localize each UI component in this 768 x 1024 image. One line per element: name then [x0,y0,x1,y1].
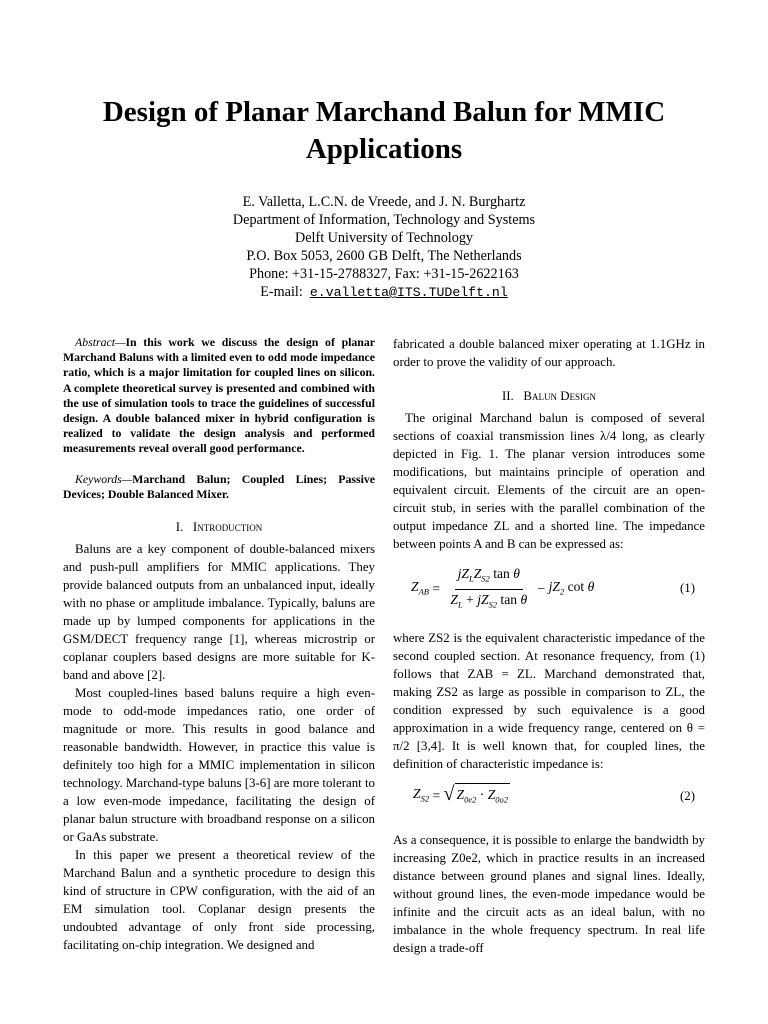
equation-1-number: (1) [679,581,695,595]
section-heading-balun-design: II. Balun Design [501,389,597,403]
authors: E. Valletta, L.C.N. de Vreede, and J. N. Burghartz [242,194,526,210]
email-link[interactable]: e.valletta@ITS.TUDelft.nl [309,285,508,300]
author-block [84,193,684,302]
intro-paragraph-2: Most coupled-lines based baluns require a high even-mode to odd-mode impedances ratio, one order of magnitude or more. This results in good balance and reasonable bandwidth. However, in practice this value is definitely too high for a MMIC implementation in silicon technology. Marchand-type baluns [3-6] are more tolerant to a low even-mode impedance, facilitating the design of planar balun structure with broadband response on a silicon or GaAs substrate. [63,686,376,845]
email-label: E-mail: [260,284,303,300]
keywords [63,472,375,502]
title-line-2: Applications [305,133,463,165]
department: Department of Information, Technology and Systems [232,212,536,228]
abstract-lead: Abstract— [75,335,126,349]
email-row [84,283,684,302]
title-line-1: Design of Planar Marchand Balun for MMIC [102,96,666,128]
phone-fax: Phone: +31-15-2788327, Fax: +31-15-2622163 [249,266,519,282]
equation-2 [393,779,705,815]
university: Delft University of Technology [294,230,474,246]
left-column [63,335,375,954]
equation-1 [393,565,705,613]
intro-paragraph-3: In this paper we present a theoretical review of the Marchand Balun and a synthetic procedure to design this kind of structure in CPW configuration, with the aid of an EM simulation tool. Coplanar design presents the undoubted advantage of only front side processing, facilitating on-chip integration. We designed and [63,848,375,953]
balun-paragraph-1: The original Marchand balun is composed of several sections of coaxial transmission lines λ/4 long, as clearly depicted in Fig. 1. The planar version introduces some modifications, but maintains principle of operation and equivalent circuit. Elements of the circuit are an open-circuit stub, in series with the parallel combination of the output impedance ZL and a shorted line. The impedance between points A and B can be expressed as: [393,411,705,551]
continued-paragraph: fabricated a double balanced mixer operating at 1.1GHz in order to prove the validity of our approach. [393,337,705,369]
intro-paragraph-1: Baluns are a key component of double-balanced mixers and push-pull amplifiers for MMIC applications. They provide balanced outputs from an unbalanced input, ideally with no phase or amplitude imbalance. Typically, baluns are made up by lumped components for applications in the GSM/DECT frequency range [1], whereas microstrip or coplanar couplers based designs are more suitable for K-band and above [2]. [63,542,375,683]
balun-paragraph-2: where ZS2 is the equivalent characteristic impedance of the second coupled section. At resonance frequency, from (1) follows that ZAB = ZL. Marchand demonstrated that, making ZS2 as large as possible in comparison to ZL, the condition expressed by such equivalence is a good approximation in a wide frequency range, centered on θ = π/2 [3,4]. It is well known that, for coupled lines, the definition of characteristic impedance is: [393,631,705,771]
sqrt-symbol: √ $Z_{0e2} \cdot Z_{0o2}$ [444,783,510,809]
keywords-text: Marchand Balun; Coupled Lines; Passive Devices; Double Balanced Mixer. [63,471,375,501]
equation-1-fraction: $\frac{jZ_LZ_{S2} \tan \theta}{Z_L + jZ_{S2} \tan \theta}$ [450,565,528,610]
equation-2-body: $Z_{S2}$ = √ $Z_{0e2} \cdot Z_{0o2}$ [413,783,510,809]
keywords-lead: Keywords— [75,471,133,486]
equation-2-number: (2) [679,789,695,803]
section-heading-introduction: I. Introduction [175,520,263,535]
right-column [393,335,705,957]
abstract-text: In this work we discuss the design of planar Marchand Baluns with a limited even to odd mode impedance ratio, which is a major limitation for coupled lines on silicon. A complete theoretical survey is presented and combined with the use of simulation tools to trace the guidelines of successful design. A double balanced mixer in hybrid configuration is realized to validate the design analysis and performed measurements reveal overall good performance. [63,335,375,456]
postal-address: P.O. Box 5053, 2600 GB Delft, The Netherlands [246,248,522,264]
abstract [63,335,375,457]
paper-title [60,94,708,168]
balun-paragraph-3: As a consequence, it is possible to enlarge the bandwidth by increasing Z0e2, which in practice results in an increased distance between ground planes and signal lines. Ideally, without ground lines, the even-mode impedance would be infinite and the circuit acts as an ideal balun, with no imbalance in the whole frequency spectrum. In real life design a trade-off [393,833,705,955]
equation-1-body: $Z_{AB}$ = $\frac{jZ_LZ_{S2} \tan \theta}{Z_L + jZ_{S2} \tan \theta}$ − $jZ_2$ cot θ [411,565,594,613]
